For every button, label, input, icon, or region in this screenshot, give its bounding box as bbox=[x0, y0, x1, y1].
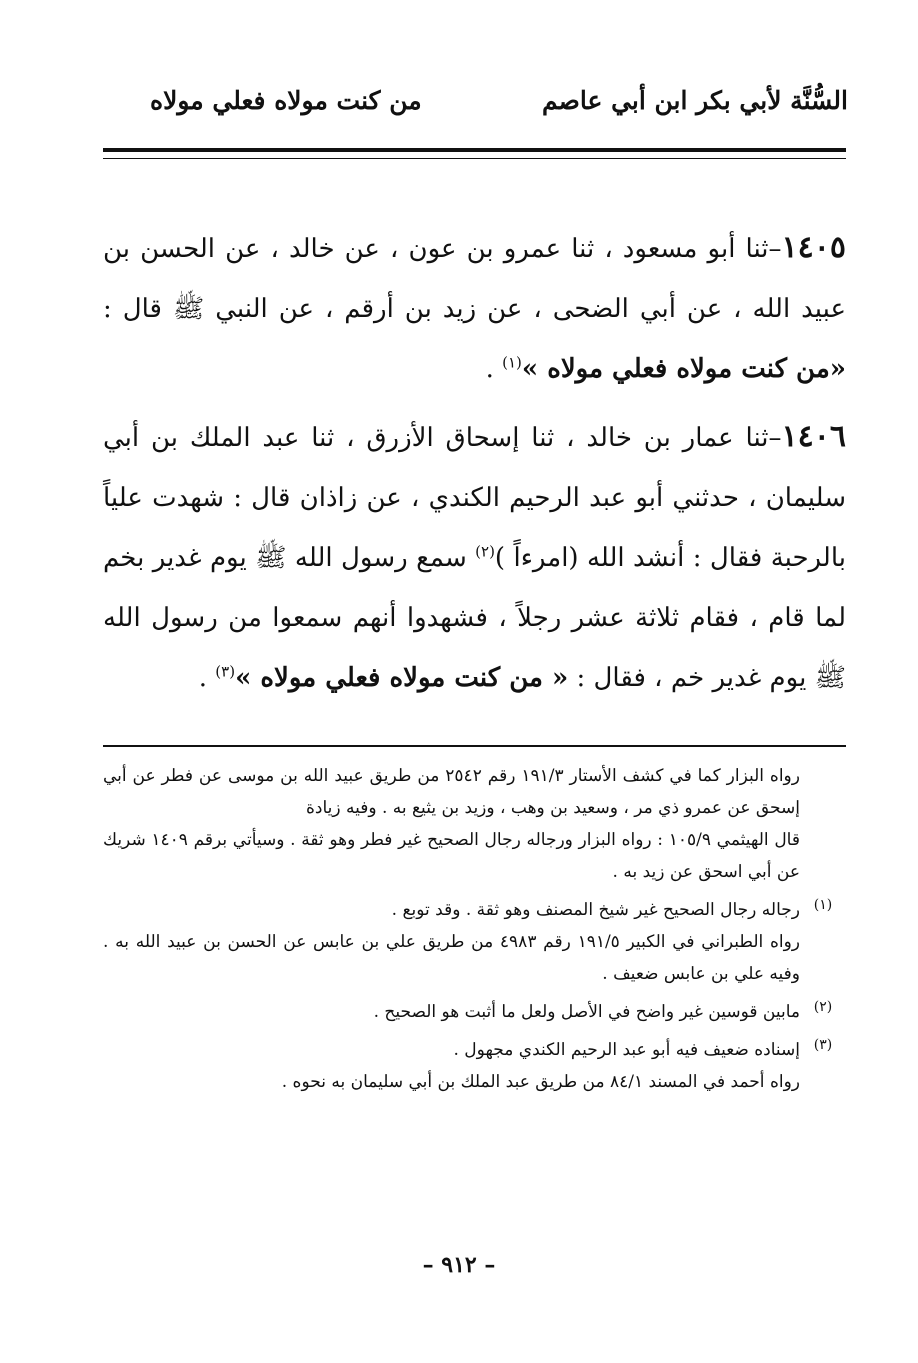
footnote-ref: (١) bbox=[502, 353, 522, 372]
main-text bbox=[103, 218, 846, 716]
footnote-ref: (٢) bbox=[475, 542, 495, 561]
page-number: – ٩١٢ – bbox=[422, 1252, 496, 1278]
footnote-body bbox=[103, 894, 800, 990]
book-title: السُّنَّة لأبي بكر ابن أبي عاصم bbox=[541, 85, 848, 115]
hadith-quote: « من كنت مولاه فعلي مولاه » bbox=[235, 663, 569, 693]
hadith-number: ١٤٠٦ bbox=[781, 419, 846, 454]
footnote-marker: (٣) bbox=[813, 1037, 833, 1053]
footnote-paragraph: قال الهيثمي ١٠٥/٩ : رواه البزار ورجاله رجال الصحيح غير فطر وهو ثقة . وسيأتي برقم ١٤٠٩ شريك عن أبي اسحق عن زيد به . bbox=[103, 830, 800, 882]
footnote-rule bbox=[103, 745, 846, 747]
footnote-paragraph: رواه أحمد في المسند ٨٤/١ من طريق عبد الملك بن أبي سليمان به نحوه . bbox=[281, 1072, 800, 1092]
hadith-ending: . bbox=[485, 354, 503, 384]
footnote-2 bbox=[103, 996, 846, 1028]
footnote-body bbox=[103, 760, 800, 888]
footnote-paragraph: رجاله رجال الصحيح غير شيخ المصنف وهو ثقة . وقد توبع . bbox=[391, 900, 800, 920]
footnote-body bbox=[103, 996, 800, 1028]
footnote-paragraph: مابين قوسين غير واضح في الأصل ولعل ما أثبت هو الصحيح . bbox=[373, 1002, 800, 1022]
footnote-body bbox=[103, 1034, 800, 1098]
hadith-text-continued: سمع رسول الله ﷺ يوم غدير بخم لما قام ، فقام ثلاثة عشر رجلاً ، فشهدوا أنهم سمعوا من رسول الله ﷺ يوم غدير خم ، فقال : bbox=[103, 543, 846, 693]
header-rule-thick bbox=[103, 148, 846, 152]
hadith-text: –ثنا عمار بن خالد ، ثنا إسحاق الأزرق ، ثنا عبد الملك بن أبي سليمان ، حدثني أبو عبد الرحيم الكندي ، عن زاذان قال : شهدت علياً بالرحبة فقال : أنشد الله (امرءاً ) bbox=[103, 423, 846, 573]
hadith-quote: «من كنت مولاه فعلي مولاه » bbox=[521, 354, 846, 384]
hadith-1405 bbox=[103, 218, 846, 399]
footnote-ref: (٣) bbox=[215, 662, 236, 681]
footnote-1 bbox=[103, 894, 846, 990]
footnote-marker: (١) bbox=[813, 897, 833, 913]
footnote-paragraph: رواه الطبراني في الكبير ١٩١/٥ رقم ٤٩٨٣ من طريق علي بن عابس عن الحسن بن عبيد الله به . وفيه علي بن عابس ضعيف . bbox=[103, 932, 800, 984]
hadith-number: ١٤٠٥ bbox=[781, 230, 846, 265]
footnote-paragraph: إسناده ضعيف فيه أبو عبد الرحيم الكندي مجهول . bbox=[453, 1040, 800, 1060]
footnote-continuation bbox=[103, 760, 846, 888]
footnote-marker: (٢) bbox=[813, 999, 833, 1015]
hadith-1406 bbox=[103, 407, 846, 708]
footnotes bbox=[103, 760, 846, 1104]
header-rule-thin bbox=[103, 158, 846, 159]
footnote-3 bbox=[103, 1034, 846, 1098]
running-header bbox=[150, 78, 848, 122]
hadith-ending: . bbox=[198, 663, 216, 693]
hadith-text: –ثنا أبو مسعود ، ثنا عمرو بن عون ، عن خالد ، عن الحسن بن عبيد الله ، عن أبي الضحى ، عن زيد بن أرقم ، عن النبي ﷺ قال : bbox=[103, 234, 846, 324]
footnote-paragraph: رواه البزار كما في كشف الأستار ١٩١/٣ رقم ٢٥٤٢ من طريق عبيد الله بن موسى عن فطر عن أبي إسحق عن عمرو ذي مر ، وسعيد بن وهب ، وزيد بن يثيع به . وفيه زيادة bbox=[103, 766, 800, 818]
chapter-title: من كنت مولاه فعلي مولاه bbox=[150, 85, 422, 115]
